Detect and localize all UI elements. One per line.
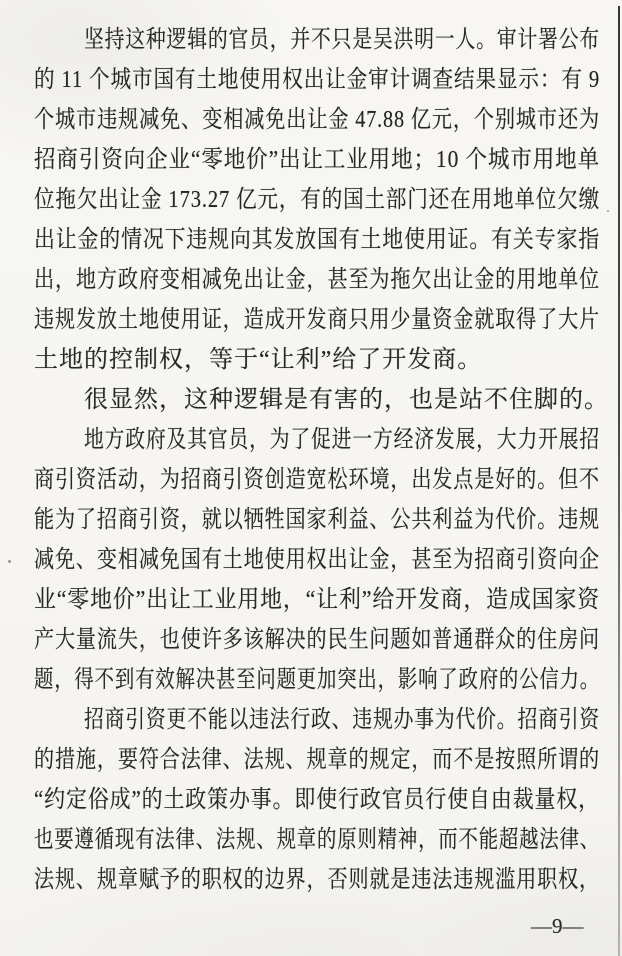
text-line — [34, 460, 604, 500]
text-block — [34, 20, 609, 900]
text-line — [34, 380, 609, 420]
text-line-content: 土地的控制权，等于“让利”给了开发商。 — [34, 347, 483, 373]
text-line-content: 出，地方政府变相减免出让金，甚至为拖欠出让金的用地单位 — [34, 267, 600, 293]
page-number: —9— — [531, 914, 584, 938]
text-line-content: 招商引资更不能以违法行政、违规办事为代价。招商引资 — [84, 707, 600, 733]
text-line-content: 招商引资向企业“零地价”出让工业用地；10 个城市用地单 — [34, 147, 600, 173]
text-line — [34, 220, 604, 260]
text-line-content: 的措施，要符合法律、法规、规章的规定，而不是按照所谓的 — [34, 747, 600, 773]
text-line — [34, 420, 604, 460]
text-line-content: 法规、规章赋予的职权的边界，否则就是违法违规滥用职权， — [34, 867, 600, 893]
text-line-content: 商引资活动，为招商引资创造宽松环境，出发点是好的。但不 — [34, 467, 600, 493]
text-line — [34, 300, 604, 340]
text-line — [34, 860, 604, 900]
text-line-content: “约定俗成”的土政策办事。即使行政官员行使自由裁量权， — [34, 787, 600, 813]
text-line — [34, 820, 604, 860]
scan-speck — [607, 210, 609, 212]
text-line — [34, 740, 604, 780]
text-line — [34, 660, 604, 700]
text-line — [34, 100, 604, 140]
text-line — [34, 180, 604, 220]
text-line — [34, 620, 604, 660]
text-line — [34, 60, 604, 100]
text-line-content: 个城市违规减免、变相减免出让金 47.88 亿元，个别城市还为 — [34, 107, 600, 133]
text-line — [34, 140, 604, 180]
scan-speck — [8, 560, 11, 563]
text-line-content: 也要遵循现有法律、法规、规章的原则精神，而不能超越法律、 — [34, 827, 600, 853]
text-line — [34, 260, 604, 300]
text-line — [34, 340, 604, 380]
text-line-content: 地方政府及其官员，为了促进一方经济发展，大力开展招 — [84, 427, 600, 453]
scan-edge-line-artifact — [618, 6, 620, 956]
text-line-content: 出让金的情况下违规向其发放国有土地使用证。有关专家指 — [34, 227, 600, 253]
text-line-content: 位拖欠出让金 173.27 亿元，有的国土部门还在用地单位欠缴 — [34, 187, 600, 213]
text-line — [34, 20, 604, 60]
text-line-content: 减免、变相减免国有土地使用权出让金，甚至为招商引资向企 — [34, 547, 600, 573]
text-line-content: 违规发放土地使用证，造成开发商只用少量资金就取得了大片 — [34, 307, 600, 333]
text-line-content: 很显然，这种逻辑是有害的，也是站不住脚的。 — [84, 387, 609, 413]
text-line-content: 的 11 个城市国有土地使用权出让金审计调查结果显示：有 9 — [34, 67, 600, 93]
text-line-content: 产大量流失，也使许多该解决的民生问题如普通群众的住房问 — [34, 627, 600, 653]
text-line — [34, 500, 604, 540]
text-line — [34, 700, 604, 740]
text-line-content: 坚持这种逻辑的官员，并不只是吴洪明一人。审计署公布 — [84, 27, 600, 53]
text-line-content: 业“零地价”出让工业用地，“让利”给开发商，造成国家资 — [34, 587, 600, 613]
text-line — [34, 780, 604, 820]
text-line-content: 能为了招商引资，就以牺牲国家利益、公共利益为代价。违规 — [34, 507, 600, 533]
text-line — [34, 540, 604, 580]
text-line-content: 题，得不到有效解决甚至问题更加突出，影响了政府的公信力。 — [34, 667, 600, 693]
text-line — [34, 580, 604, 620]
